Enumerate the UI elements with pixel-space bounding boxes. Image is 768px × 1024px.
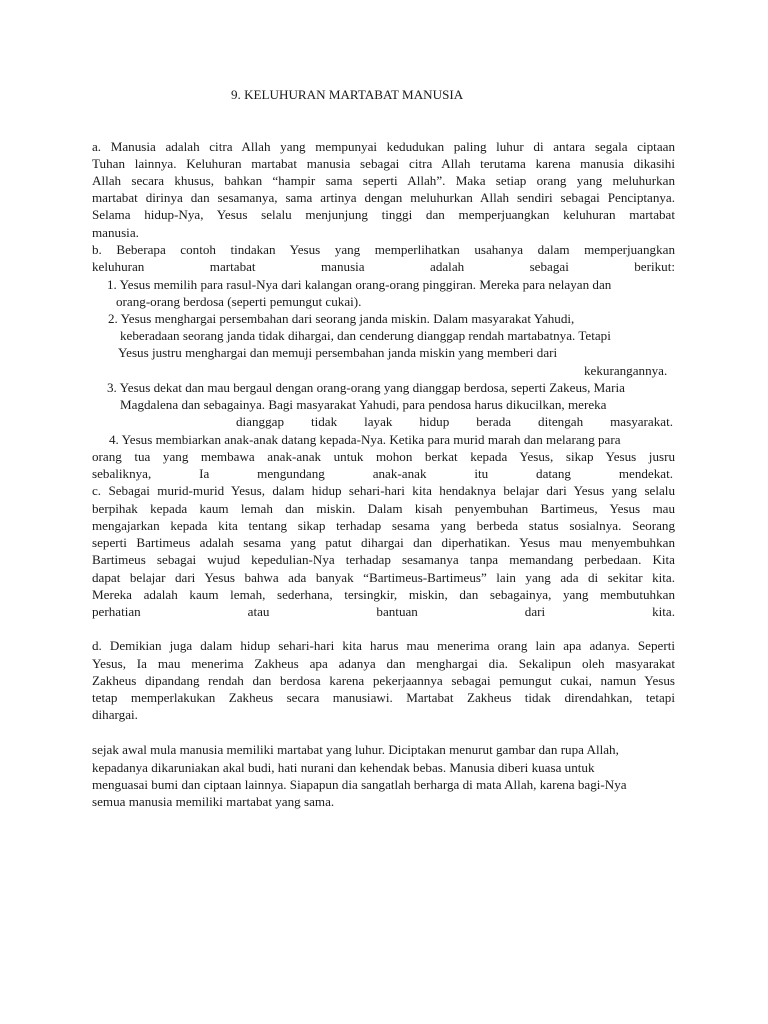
list-item: dianggap tidak layak hidup berada ditengah masyarakat. [236, 414, 673, 429]
paragraph-e-line: sejak awal mula manusia memiliki martabat yang luhur. Diciptakan menurut gambar dan rupa Allah, [92, 742, 619, 757]
paragraph-a-line: manusia. [92, 225, 139, 240]
list-item: 2. Yesus menghargai persembahan dari seorang janda miskin. Dalam masyarakat Yahudi, [108, 311, 575, 326]
paragraph-a-line: martabat dirinya dan sesamanya, sama artinya dengan meluhurkan Allah sendiri sebagai Penciptanya. [92, 190, 675, 205]
paragraph-e-line: kepadanya dikaruniakan akal budi, hati nurani dan kehendak bebas. Manusia diberi kuasa untuk [92, 760, 595, 775]
paragraph-c-line: seperti Bartimeus adalah sesama yang patut dihargai dan diperhatikan. Yesus mau menyembuhkan [92, 535, 675, 550]
paragraph-a-line: Tuhan lainnya. Keluhuran martabat manusia sebagai citra Allah terutama karena manusia dikasihi [92, 156, 675, 171]
list-item: 3. Yesus dekat dan mau bergaul dengan orang-orang yang dianggap berdosa, seperti Zakeus, Maria [107, 380, 625, 395]
paragraph-e-line: semua manusia memiliki martabat yang sama. [92, 794, 335, 809]
paragraph-e-line: menguasai bumi dan ciptaan lainnya. Siapapun dia sangatlah berharga di mata Allah, karena bagi-Nya [92, 777, 627, 792]
list-item: 1. Yesus memilih para rasul-Nya dari kalangan orang-orang pinggiran. Mereka para nelayan dan [107, 277, 612, 292]
paragraph-c-line: berpihak kepada kaum lemah dan miskin. Dalam kisah penyembuhan Bartimeus, Yesus mau [92, 501, 675, 516]
paragraph-a-line: a. Manusia adalah citra Allah yang mempunyai kedudukan paling luhur di antara segala ciptaan [92, 139, 675, 154]
paragraph-c-line: perhatian atau bantuan dari kita. [92, 604, 675, 619]
paragraph-d-line: d. Demikian juga dalam hidup sehari-hari kita harus mau menerima orang lain apa adanya. Seperti [92, 638, 675, 653]
paragraph-c-line: mengajarkan kepada kita tentang sikap terhadap sesama yang berbeda status sosialnya. Seorang [92, 518, 675, 533]
list-item: kekurangannya. [584, 363, 668, 378]
paragraph-a-line: Allah secara khusus, bahkan “hampir sama seperti Allah”. Maka setiap orang yang meluhurkan [92, 173, 675, 188]
page-title: 9. KELUHURAN MARTABAT MANUSIA [231, 87, 464, 102]
paragraph-c-line: c. Sebagai murid-murid Yesus, dalam hidup sehari-hari kita hendaknya belajar dari Yesus yang selalu [92, 483, 675, 498]
paragraph-a-line: Selama hidup-Nya, Yesus selalu menjunjung tinggi dan memperjuangkan keluhuran martabat [92, 207, 675, 222]
list-item: sebaliknya, Ia mengundang anak-anak itu datang mendekat. [92, 466, 673, 481]
list-item: orang tua yang membawa anak-anak untuk mohon berkat kepada Yesus, sikap Yesus jusru [92, 449, 675, 464]
paragraph-c-line: Bartimeus sebagai wujud kepedulian-Nya terhadap sesamanya tanpa memandang perbedaan. Kita [92, 552, 675, 567]
list-item: Magdalena dan sebagainya. Bagi masyarakat Yahudi, para pendosa harus dikucilkan, mereka [120, 397, 607, 412]
paragraph-b-line: b. Beberapa contoh tindakan Yesus yang memperlihatkan usahanya dalam memperjuangkan [92, 242, 675, 257]
paragraph-d-line: Zakheus dipandang rendah dan berdosa karena pekerjaannya sebagai pemungut cukai, namun Yesus [92, 673, 675, 688]
list-item: orang-orang berdosa (seperti pemungut cukai). [116, 294, 362, 309]
list-item: 4. Yesus membiarkan anak-anak datang kepada-Nya. Ketika para murid marah dan melarang para [109, 432, 621, 447]
paragraph-d-line: dihargai. [92, 707, 138, 722]
paragraph-d-line: tetap memperlakukan Zakheus secara manusiawi. Martabat Zakheus tidak direndahkan, tetapi [92, 690, 675, 705]
list-item: Yesus justru menghargai dan memuji persembahan janda miskin yang memberi dari [118, 345, 558, 360]
paragraph-d-line: Yesus, Ia mau menerima Zakheus apa adanya dan menghargai dia. Sekalipun oleh masyarakat [92, 656, 675, 671]
paragraph-c-line: Mereka adalah kaum lemah, sederhana, tersingkir, miskin, dan sebagainya, yang membutuhkan [92, 587, 675, 602]
paragraph-b-line: keluhuran martabat manusia adalah sebagai berikut: [92, 259, 675, 274]
paragraph-c-line: dapat belajar dari Yesus bahwa ada banyak “Bartimeus-Bartimeus” lain yang ada di sekitar kita. [92, 570, 675, 585]
list-item: keberadaan seorang janda tidak dihargai, dan cenderung dianggap rendah martabatnya. Tetapi [120, 328, 611, 343]
